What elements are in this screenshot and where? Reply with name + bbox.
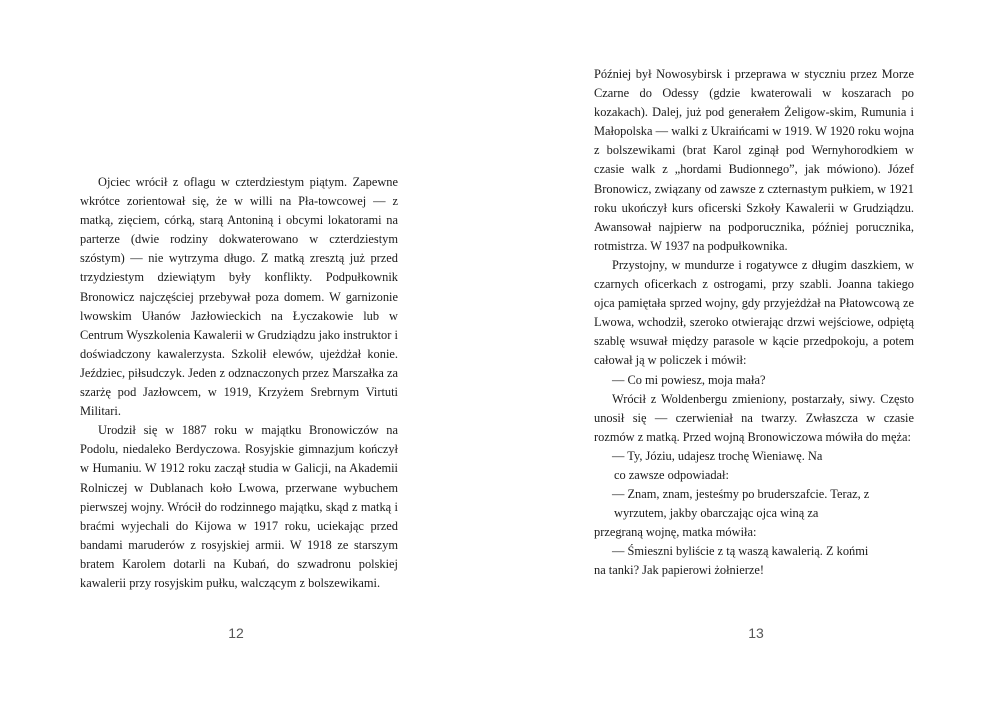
dialogue-line: wyrzutem, jakby obarczając ojca winą za <box>614 506 819 521</box>
dialogue-line: — Co mi powiesz, moja mała? <box>612 372 766 387</box>
dialogue-line: na tanki? Jak papierowi żołnierze! <box>594 563 764 578</box>
dialogue-line: co zawsze odpowiadał: <box>614 467 729 482</box>
paragraph: Ojciec wrócił z oflagu w czterdziestym piątym. Zapewne wkrótce zorientował się, że w willi na Pła-towcowej — z matką, zięciem, córką, starą Antoniną i obcymi lokatorami na parterze (dwie rodziny dokwaterowano w czterdziestym szóstym) — nie wytrzyma długo. Z matką zresztą już przed trzydziestym dziewiątym były konflikty. Podpułkownik Bronowicz najczęściej przebywał poza domem. W garnizonie lwowskim Ułanów Jazłowieckich na Łyczakowie lub w Centrum Wyszkolenia Kawalerii w Grudziądzu jako instruktor i doświadczony kawalerzysta. Szkolił elewów, ujeżdżał konie. Jeździec, piłsudczyk. Jeden z odznaczonych przez Marszałka za szarżę pod Jazłowcem, w 1919, Krzyżem Srebrnym Virtuti Militari. <box>80 175 398 419</box>
dialogue-line: — Ty, Józiu, udajesz trochę Wieniawę. Na <box>612 448 823 463</box>
right-page <box>496 0 992 726</box>
right-page-text <box>594 65 914 581</box>
paragraph: Urodził się w 1887 roku w majątku Bronowiczów na Podolu, niedaleko Berdyczowa. Rosyjskie gimnazjum kończył w Humaniu. W 1912 roku zaczął studia w Galicji, na Akademii Rolniczej w Dublanach koło Lwowa, przerwane wybuchem pierwszej wojny. Wrócił do rodzinnego majątku, skąd z matką i braćmi wyjechali do Kijowa w 1917 roku, uciekając przed bandami maruderów z rosyjskiej armii. W 1918 ze starszym bratem Karolem dotarli na Kubań, do szwadronu polskiej kawalerii przy rosyjskim pułku, walczącym z bolszewikami. <box>80 423 398 590</box>
paragraph: Przystojny, w mundurze i rogatywce z długim daszkiem, w czarnych oficerkach z ostrogami, przy szabli. Joanna takiego ojca pamiętała sprzed wojny, gdy przyjeżdżał na Płatowcową ze Lwowa, wchodził, szeroko otwierając drzwi wejściowe, odpiętą szablę wsuwał między parasole w kącie przedpokoju, a potem całował ją w policzek i mówił: <box>594 257 914 368</box>
left-page-text <box>80 173 398 593</box>
page-number-right: 13 <box>748 625 764 641</box>
dialogue-line: przegraną wojnę, matka mówiła: <box>594 525 757 540</box>
dialogue-line: — Śmieszni byliście z tą waszą kawalerią. Z końmi <box>612 544 869 559</box>
dialogue-line: — Znam, znam, jesteśmy po bruderszafcie. Teraz, z <box>612 487 870 502</box>
paragraph: Wrócił z Woldenbergu zmieniony, postarzały, siwy. Często unosił się — czerwieniał na twarzy. Zwłaszcza w czasie rozmów z matką. Przed wojną Bronowiczowa mówiła do męża: <box>594 391 914 444</box>
paragraph: Później był Nowosybirsk i przeprawa w styczniu przez Morze Czarne do Odessy (gdzie kwaterowali w koszarach po kozakach). Dalej, już pod generałem Żeligow-skim, Rumunia i Małopolska — walki z Ukraińcami w 1919. W 1920 roku wojna z bolszewikami (brat Karol zginął pod Wernyhorodkiem w czasie walk z „hordami Budionnego”, jak mówiono). Józef Bronowicz, związany od zawsze z czternastym pułkiem, w 1921 roku ukończył kurs oficerski Szkoły Kawalerii w Grudziądzu. Awansował najpierw na podporucznika, później porucznika, rotmistrza. W 1937 na podpułkownika. <box>594 67 914 253</box>
page-number-left: 12 <box>228 625 244 641</box>
